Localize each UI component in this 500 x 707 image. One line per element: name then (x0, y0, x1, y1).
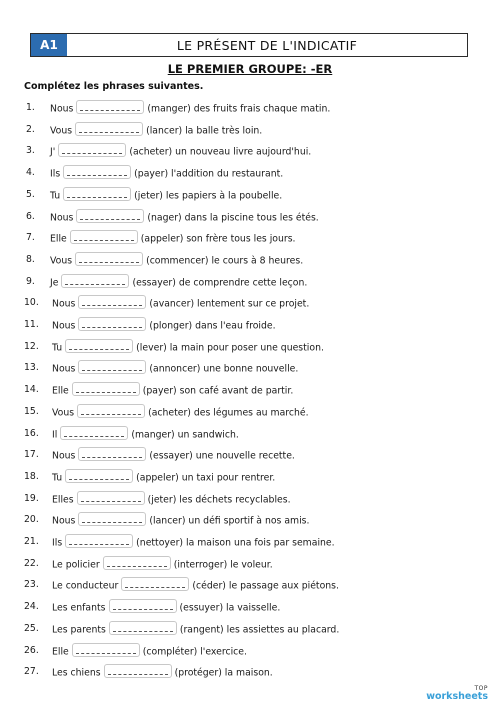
item-subject: Vous (50, 255, 73, 267)
exercise-item (0, 185, 500, 205)
item-sentence (52, 341, 324, 355)
exercise-item (0, 380, 500, 400)
exercise-item (0, 445, 500, 465)
item-number: 11. (24, 319, 39, 330)
answer-blank[interactable] (121, 577, 189, 591)
item-subject: Les parents (52, 624, 106, 636)
exercise-item (0, 358, 500, 378)
item-verb-hint: (lever) la main pour poser une question. (136, 342, 324, 354)
item-number: 8. (26, 253, 35, 265)
item-number: 14. (24, 384, 39, 396)
exercise-item (0, 250, 500, 270)
item-verb-hint: (commencer) le cours à 8 heures. (146, 255, 304, 267)
exercise-item (0, 163, 500, 183)
answer-blank[interactable] (70, 230, 138, 244)
item-number: 24. (24, 601, 39, 613)
exercise-item (0, 662, 500, 682)
answer-blank[interactable] (58, 143, 126, 157)
item-sentence (50, 167, 283, 181)
item-verb-hint: (compléter) l'exercice. (142, 646, 247, 657)
item-verb-hint: (jeter) les déchets recyclables. (147, 494, 291, 506)
item-subject: Elle (52, 385, 69, 397)
item-number: 26. (24, 644, 39, 656)
exercise-item (0, 315, 500, 335)
item-number: 22. (24, 557, 39, 569)
answer-blank[interactable] (78, 360, 146, 374)
item-subject: Le policier (52, 559, 100, 571)
answer-blank[interactable] (78, 295, 146, 309)
item-verb-hint: (payer) l'addition du restaurant. (134, 168, 284, 180)
item-verb-hint: (avancer) lentement sur ce projet. (149, 298, 310, 310)
instruction-text: Complétez les phrases suivantes. (24, 81, 204, 92)
item-sentence (52, 666, 273, 680)
answer-blank[interactable] (61, 274, 129, 288)
item-subject: Ils (50, 168, 61, 180)
exercise-item (0, 467, 500, 487)
item-sentence (52, 558, 273, 572)
item-subject: Je (50, 277, 59, 289)
item-verb-hint: (acheter) un nouveau livre aujourd'hui. (129, 146, 312, 158)
exercise-item (0, 120, 500, 140)
item-number: 21. (24, 536, 39, 547)
item-number: 2. (26, 123, 35, 135)
item-subject: Vous (52, 407, 75, 419)
item-number: 9. (26, 275, 35, 287)
answer-blank[interactable] (75, 122, 143, 136)
answer-blank[interactable] (109, 621, 177, 635)
item-sentence (52, 493, 291, 507)
answer-blank[interactable] (77, 491, 145, 505)
answer-blank[interactable] (78, 317, 146, 331)
item-subject: Les chiens (52, 667, 101, 679)
answer-blank[interactable] (65, 339, 133, 353)
item-verb-hint: (lancer) la balle très loin. (146, 125, 263, 137)
item-sentence (50, 102, 330, 116)
item-sentence (52, 384, 293, 398)
item-number: 25. (24, 622, 39, 634)
item-subject: Elles (52, 494, 74, 506)
item-number: 23. (24, 579, 39, 591)
exercise-item (0, 141, 500, 161)
answer-blank[interactable] (76, 100, 144, 114)
answer-blank[interactable] (109, 599, 177, 613)
item-sentence (50, 124, 262, 138)
item-sentence (52, 471, 275, 485)
exercise-item (0, 272, 500, 292)
exercise-item (0, 532, 500, 552)
exercise-item (0, 228, 500, 248)
item-number: 15. (24, 405, 39, 417)
item-subject: J' (50, 146, 56, 158)
worksheet-header (30, 33, 468, 57)
item-number: 19. (24, 492, 39, 504)
item-verb-hint: (jeter) les papiers à la poubelle. (134, 190, 283, 202)
item-sentence (52, 579, 339, 593)
item-verb-hint: (manger) des fruits frais chaque matin. (147, 103, 331, 115)
item-subject: Nous (50, 103, 74, 115)
item-sentence (52, 362, 298, 376)
item-verb-hint: (acheter) des légumes au marché. (148, 407, 309, 419)
item-number: 17. (24, 449, 39, 461)
logo-brand-text: worksheets (426, 690, 488, 702)
item-verb-hint: (nager) dans la piscine tous les étés. (147, 212, 319, 223)
item-number: 7. (26, 232, 35, 244)
item-verb-hint: (annoncer) une bonne nouvelle. (149, 363, 299, 375)
item-verb-hint: (essuyer) la vaisselle. (179, 602, 281, 614)
item-verb-hint: (essayer) une nouvelle recette. (149, 450, 295, 462)
item-verb-hint: (lancer) un défi sportif à nos amis. (149, 515, 310, 527)
worksheet-title: LE PRÉSENT DE L'INDICATIF (176, 37, 358, 53)
answer-blank[interactable] (65, 534, 133, 548)
item-subject: Tu (52, 342, 63, 354)
exercise-item (0, 575, 500, 595)
answer-blank[interactable] (63, 187, 131, 201)
exercise-item (0, 207, 500, 227)
exercise-item (0, 641, 500, 661)
exercise-item (0, 402, 500, 422)
topworksheets-logo (426, 686, 488, 702)
item-subject: Les enfants (52, 602, 106, 614)
item-sentence (52, 514, 309, 528)
item-sentence (52, 645, 247, 659)
worksheet-subtitle: LE PREMIER GROUPE: -ER (167, 62, 333, 76)
answer-blank[interactable] (76, 209, 144, 223)
answer-blank[interactable] (63, 165, 131, 179)
item-subject: Nous (52, 320, 76, 332)
item-verb-hint: (protéger) la maison. (174, 667, 273, 679)
item-number: 10. (24, 297, 39, 309)
item-number: 6. (26, 210, 35, 222)
item-sentence (50, 276, 307, 290)
item-subject: Ils (52, 537, 63, 549)
item-subject: Nous (52, 363, 76, 375)
item-sentence (50, 211, 319, 225)
item-sentence (50, 145, 311, 159)
item-verb-hint: (interroger) le voleur. (173, 559, 273, 571)
item-sentence (50, 189, 282, 203)
item-subject: Nous (52, 298, 76, 310)
answer-blank[interactable] (60, 426, 128, 440)
item-sentence (52, 536, 335, 550)
item-verb-hint: (essayer) de comprendre cette leçon. (132, 277, 308, 289)
item-subject: Tu (50, 190, 61, 202)
exercise-item (0, 98, 500, 118)
item-subject: Nous (52, 450, 76, 462)
item-sentence (52, 428, 239, 442)
item-subject: Le conducteur (52, 580, 119, 592)
item-sentence (52, 623, 339, 637)
item-sentence (52, 319, 276, 333)
item-number: 1. (26, 102, 35, 113)
item-sentence (52, 601, 280, 615)
item-subject: Nous (50, 212, 74, 223)
item-number: 16. (24, 427, 39, 439)
item-verb-hint: (manger) un sandwich. (131, 429, 239, 440)
item-subject: Tu (52, 472, 63, 484)
answer-blank[interactable] (104, 664, 172, 678)
item-number: 5. (26, 188, 35, 200)
item-number: 12. (24, 340, 39, 352)
item-number: 3. (26, 145, 35, 157)
answer-blank[interactable] (77, 404, 145, 418)
exercise-item (0, 597, 500, 617)
answer-blank[interactable] (78, 447, 146, 461)
logo-top-text: TOP (474, 684, 488, 692)
answer-blank[interactable] (72, 382, 140, 396)
answer-blank[interactable] (103, 556, 171, 570)
item-verb-hint: (rangent) les assiettes au placard. (179, 624, 340, 636)
item-sentence (52, 406, 309, 420)
item-subject: Elle (52, 646, 69, 657)
exercise-item (0, 293, 500, 313)
item-number: 4. (26, 167, 35, 179)
item-number: 27. (24, 666, 39, 678)
answer-blank[interactable] (78, 512, 146, 526)
item-verb-hint: (céder) le passage aux piétons. (192, 580, 339, 592)
item-sentence (50, 232, 296, 246)
item-verb-hint: (plonger) dans l'eau froide. (149, 320, 276, 332)
item-subject: Elle (50, 233, 67, 245)
item-number: 20. (24, 514, 39, 526)
item-number: 13. (24, 362, 39, 374)
exercise-item (0, 510, 500, 530)
item-sentence (50, 254, 303, 268)
item-verb-hint: (appeler) un taxi pour rentrer. (136, 472, 276, 484)
answer-blank[interactable] (75, 252, 143, 266)
item-verb-hint: (payer) son café avant de partir. (142, 385, 294, 397)
item-subject: Il (52, 429, 58, 440)
answer-blank[interactable] (65, 469, 133, 483)
item-verb-hint: (appeler) son frère tous les jours. (140, 233, 296, 245)
exercise-item (0, 619, 500, 639)
exercise-item (0, 337, 500, 357)
answer-blank[interactable] (72, 643, 140, 657)
item-number: 18. (24, 470, 39, 482)
level-badge: A1 (31, 34, 67, 56)
item-subject: Vous (50, 125, 73, 137)
exercise-item (0, 489, 500, 509)
item-subject: Nous (52, 515, 76, 527)
item-sentence (52, 297, 309, 311)
item-sentence (52, 449, 295, 463)
exercise-item (0, 554, 500, 574)
exercise-item (0, 424, 500, 444)
item-verb-hint: (nettoyer) la maison una fois par semaine. (136, 537, 335, 549)
